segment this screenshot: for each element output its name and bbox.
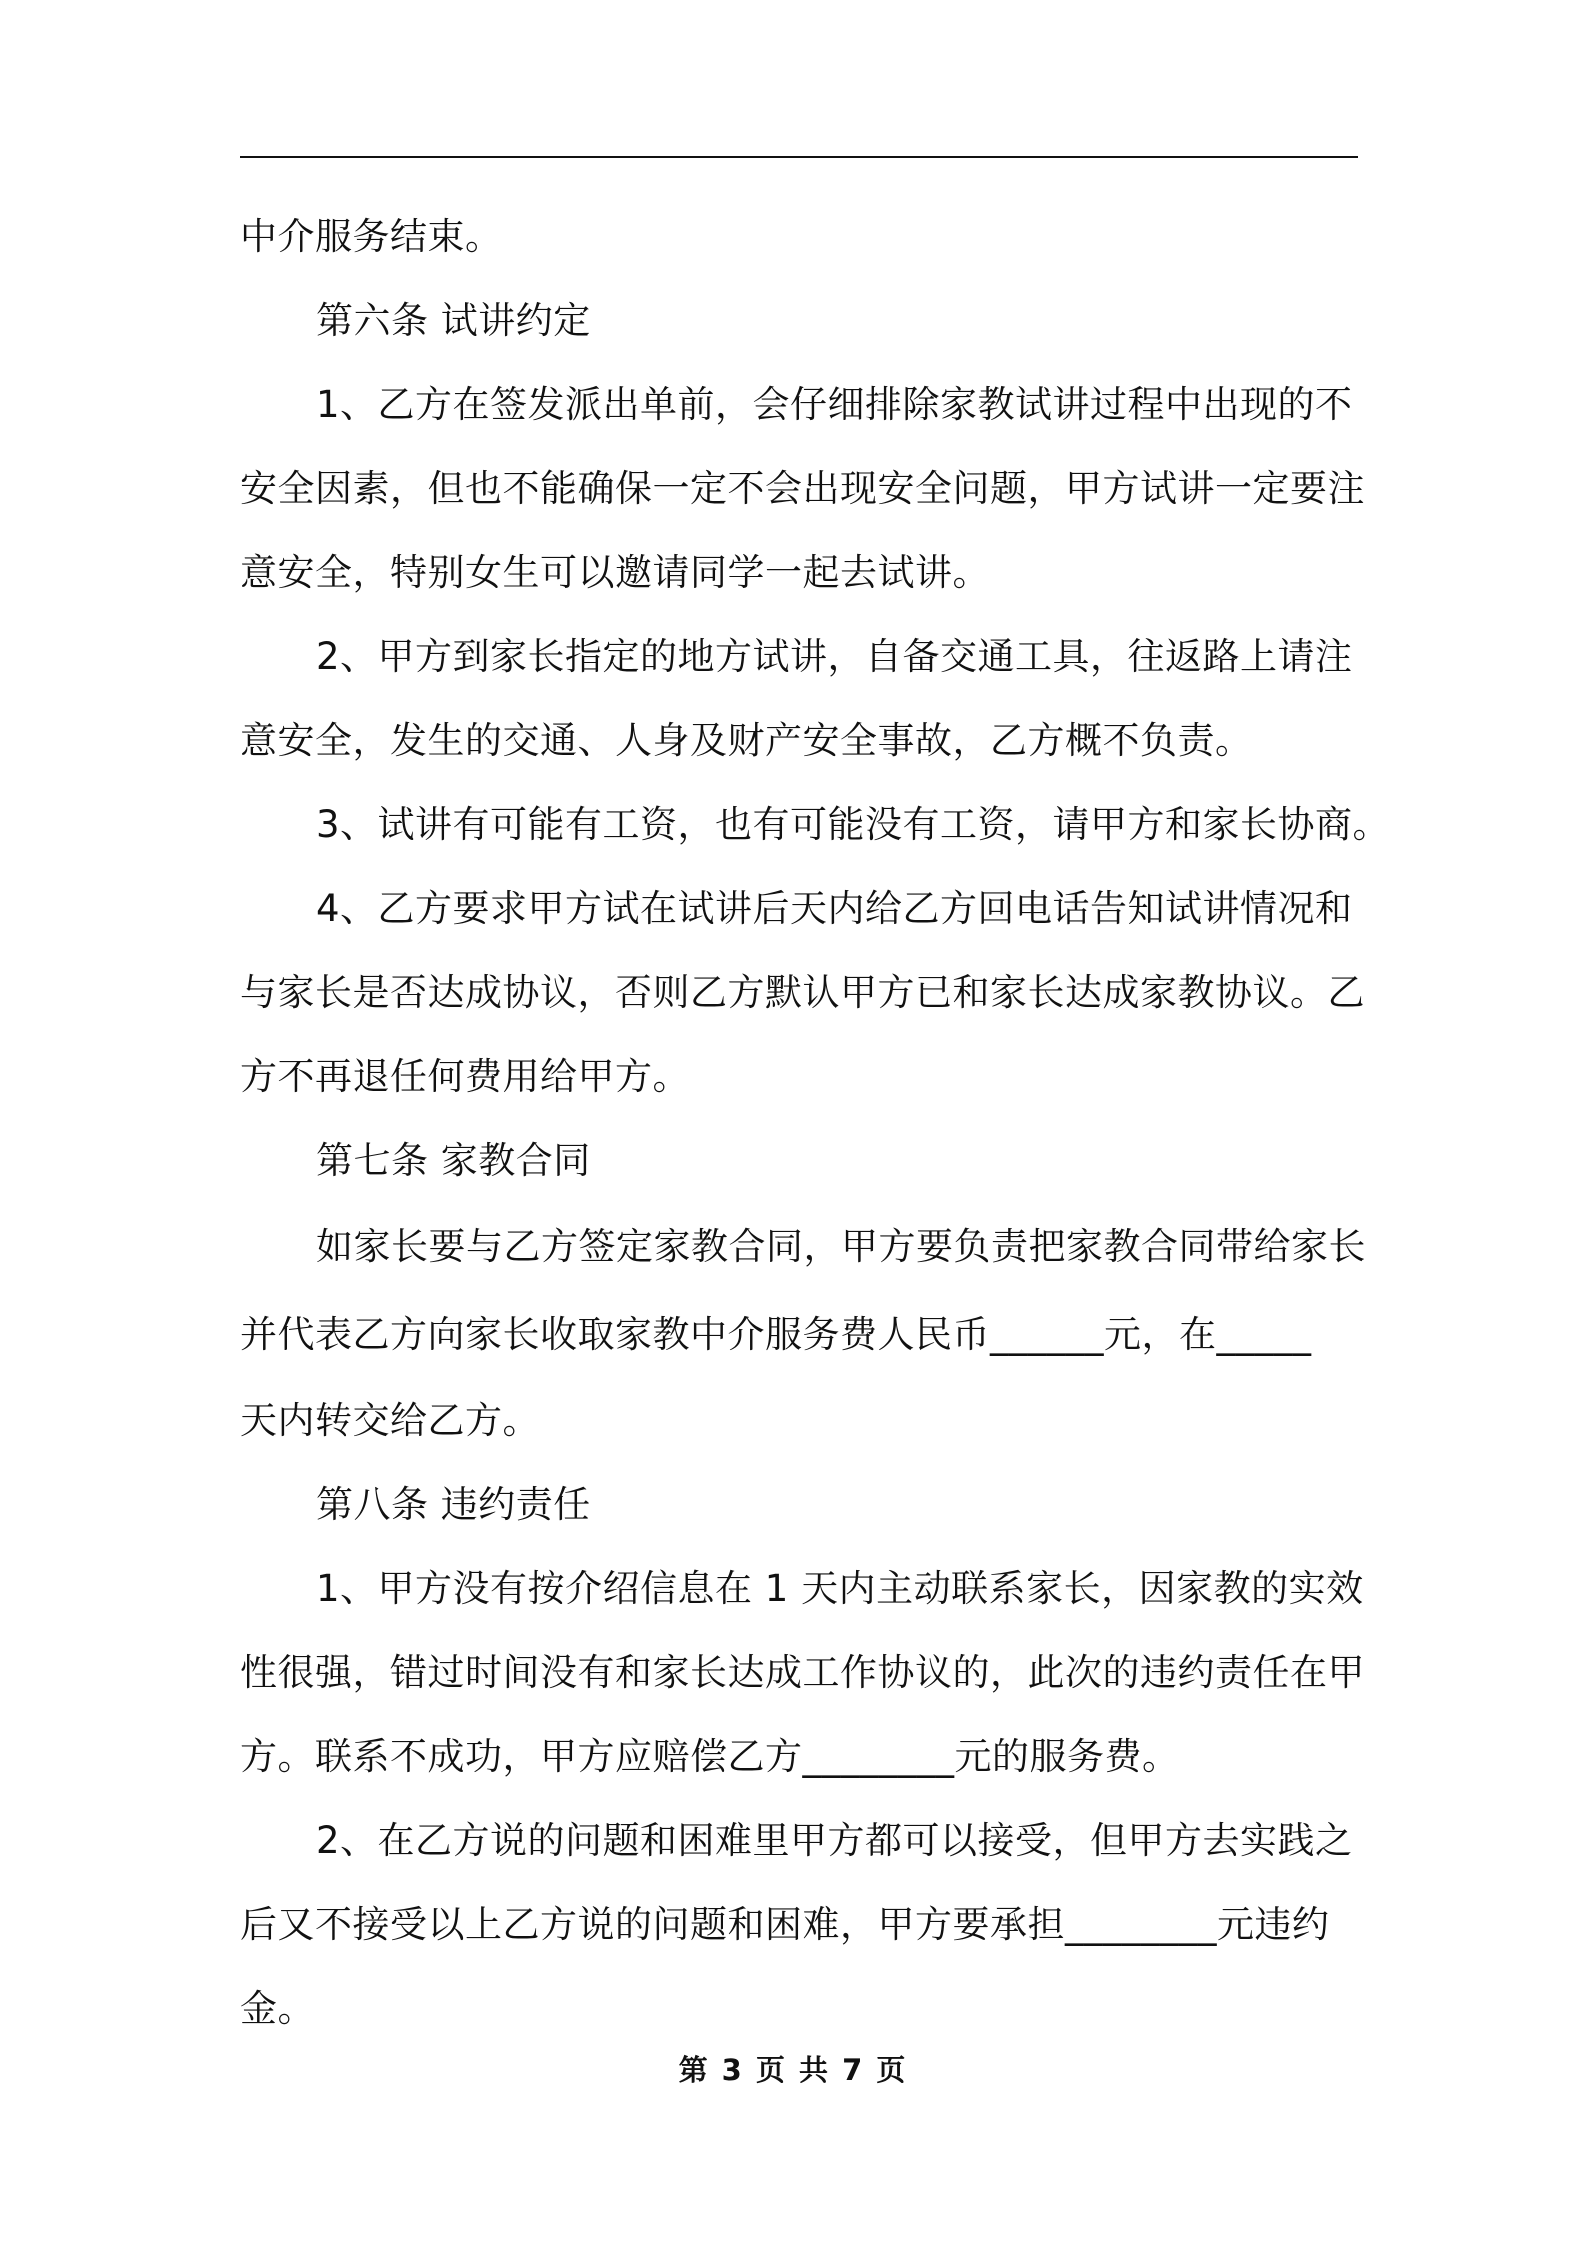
header-rule	[240, 156, 1358, 158]
body-line: 并代表乙方向家长收取家教中介服务费人民币______元，在_____	[240, 1313, 1312, 1356]
article-heading: 第七条 家教合同	[316, 1139, 591, 1182]
body-line: 性很强，错过时间没有和家长达成工作协议的，此次的违约责任在甲	[240, 1651, 1365, 1694]
body-line: 安全因素，但也不能确保一定不会出现安全问题，甲方试讲一定要注	[240, 467, 1365, 510]
document-body	[240, 195, 1391, 2051]
body-line: 方不再退任何费用给甲方。	[240, 1055, 690, 1098]
article-heading: 第八条 违约责任	[316, 1483, 591, 1526]
body-line: 方。联系不成功，甲方应赔偿乙方________元的服务费。	[240, 1735, 1180, 1778]
body-line: 金。	[240, 1987, 315, 2030]
article-heading: 第六条 试讲约定	[316, 299, 591, 342]
body-line: 意安全，发生的交通、人身及财产安全事故，乙方概不负责。	[240, 719, 1253, 762]
body-line: 中介服务结束。	[240, 215, 503, 258]
body-line: 1、乙方在签发派出单前，会仔细排除家教试讲过程中出现的不	[316, 383, 1353, 426]
body-line: 天内转交给乙方。	[240, 1399, 540, 1442]
page-footer	[0, 2048, 1586, 2089]
body-line: 1、甲方没有按介绍信息在 1 天内主动联系家长，因家教的实效	[316, 1567, 1364, 1610]
body-line: 4、乙方要求甲方试在试讲后天内给乙方回电话告知试讲情况和	[316, 887, 1353, 930]
body-line: 2、在乙方说的问题和困难里甲方都可以接受，但甲方去实践之	[316, 1819, 1353, 1862]
body-line: 与家长是否达成协议，否则乙方默认甲方已和家长达成家教协议。乙	[240, 971, 1365, 1014]
page-number: 第 3 页 共 7 页	[678, 2053, 908, 2087]
body-line: 2、甲方到家长指定的地方试讲，自备交通工具，往返路上请注	[316, 635, 1353, 678]
body-line: 3、试讲有可能有工资，也有可能没有工资，请甲方和家长协商。	[316, 803, 1391, 846]
body-line: 意安全，特别女生可以邀请同学一起去试讲。	[240, 551, 990, 594]
body-line: 后又不接受以上乙方说的问题和困难，甲方要承担________元违约	[240, 1903, 1330, 1946]
body-line: 如家长要与乙方签定家教合同，甲方要负责把家教合同带给家长	[316, 1225, 1366, 1268]
